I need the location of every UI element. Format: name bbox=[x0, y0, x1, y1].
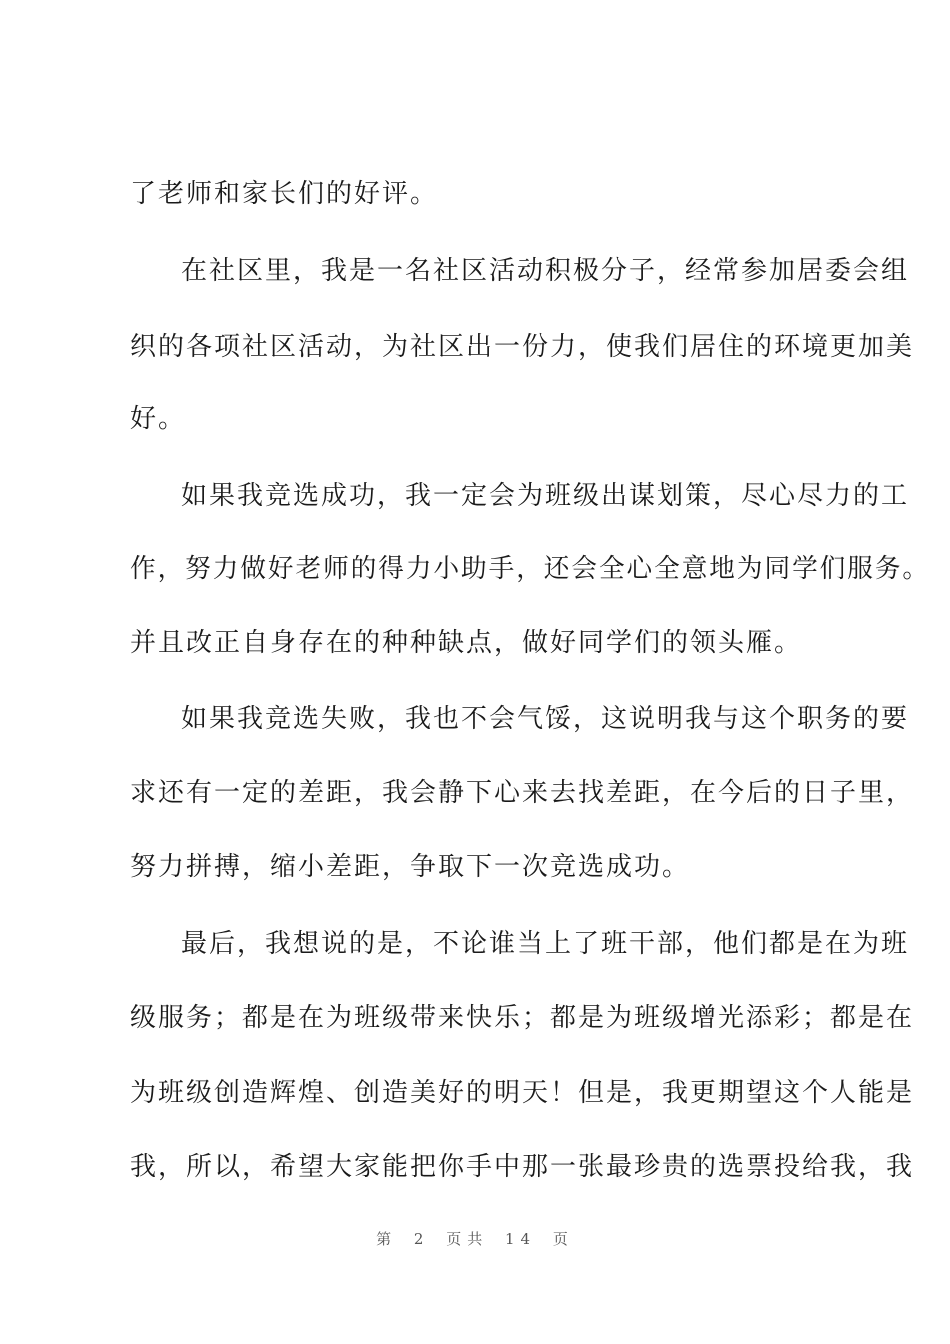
text-line: 并且改正自身存在的种种缺点，做好同学们的领头雁。 bbox=[130, 628, 803, 658]
text-line: 织的各项社区活动，为社区出一份力，使我们居住的环境更加美 bbox=[130, 332, 915, 362]
text-line: 好。 bbox=[130, 404, 187, 434]
text-line: 努力拼搏，缩小差距，争取下一次竞选成功。 bbox=[130, 852, 691, 882]
text-line: 在社区里，我是一名社区活动积极分子，经常参加居委会组 bbox=[181, 256, 910, 286]
text-line: 如果我竞选失败，我也不会气馁，这说明我与这个职务的要 bbox=[181, 704, 910, 734]
text-line: 了老师和家长们的好评。 bbox=[130, 179, 439, 209]
text-line: 为班级创造辉煌、创造美好的明天！但是，我更期望这个人能是 bbox=[130, 1078, 915, 1108]
page-number-footer: 第 2 页共 14 页 bbox=[376, 1230, 574, 1248]
text-line: 如果我竞选成功，我一定会为班级出谋划策，尽心尽力的工 bbox=[181, 481, 910, 511]
text-line: 最后，我想说的是，不论谁当上了班干部，他们都是在为班 bbox=[181, 929, 910, 959]
text-line: 作，努力做好老师的得力小助手，还会全心全意地为同学们服务。 bbox=[130, 554, 931, 584]
text-line: 我，所以，希望大家能把你手中那一张最珍贵的选票投给我，我 bbox=[130, 1152, 915, 1182]
text-line: 求还有一定的差距，我会静下心来去找差距，在今后的日子里， bbox=[130, 778, 915, 808]
text-line: 级服务；都是在为班级带来快乐；都是为班级增光添彩；都是在 bbox=[130, 1003, 915, 1033]
